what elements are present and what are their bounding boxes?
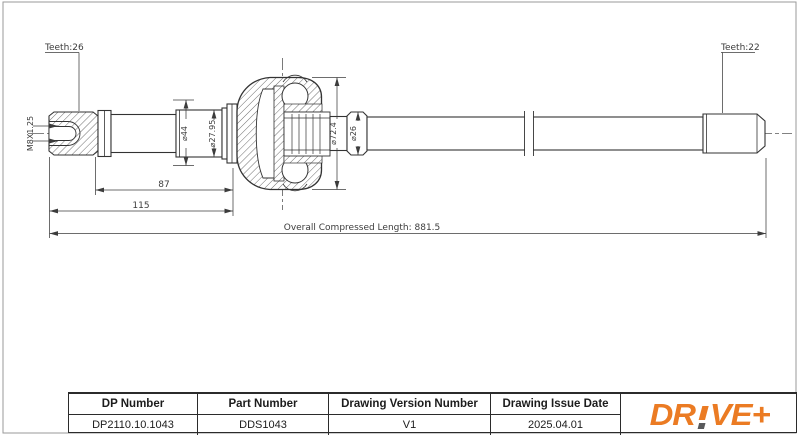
drawing-version-header: Drawing Version Number [329, 394, 491, 415]
leader-teeth-left [45, 53, 79, 112]
teeth-left-label: Teeth:26 [45, 43, 84, 53]
dim-87-label: 87 [158, 180, 170, 190]
drawing-frame [3, 2, 796, 433]
right-spline-end [703, 114, 765, 153]
drive-plus-logo [649, 399, 769, 430]
brand-logo-cell [621, 394, 798, 435]
logo-exclamation-icon [698, 406, 708, 429]
dp-number-value: DP2110.10.1043 [69, 415, 198, 435]
shaft-section-a [111, 115, 176, 153]
dim-115 [50, 157, 234, 238]
shaft-step [222, 108, 227, 159]
part-number-header: Part Number [198, 394, 329, 415]
thread-label: M8X1.25 [26, 115, 35, 152]
axle-part [49, 75, 765, 191]
issue-date-header: Drawing Issue Date [491, 394, 621, 415]
dia-26-label: ⌀26 [349, 126, 358, 141]
leader-teeth-right [721, 53, 755, 114]
logo-prefix: DR [649, 397, 695, 432]
dia-2795-label: ⌀27.95 [208, 119, 217, 148]
dia-724-label: ⌀72.4 [329, 122, 338, 145]
title-block [68, 392, 797, 433]
dp-number-header: DP Number [69, 394, 198, 415]
dim-115-label: 115 [132, 201, 150, 211]
main-shaft [367, 117, 703, 150]
issue-date-value: 2025.04.01 [491, 415, 621, 435]
joint-hub [284, 112, 330, 156]
overall-length-label: Overall Compressed Length: 881.5 [283, 223, 441, 233]
part-number-value: DDS1043 [198, 415, 329, 435]
dia-44-label: ⌀44 [180, 126, 189, 141]
logo-suffix: VE+ [709, 397, 770, 432]
drawing-version-value: V1 [329, 415, 491, 435]
teeth-right-label: Teeth:22 [721, 43, 760, 53]
thread-hole [49, 127, 76, 141]
